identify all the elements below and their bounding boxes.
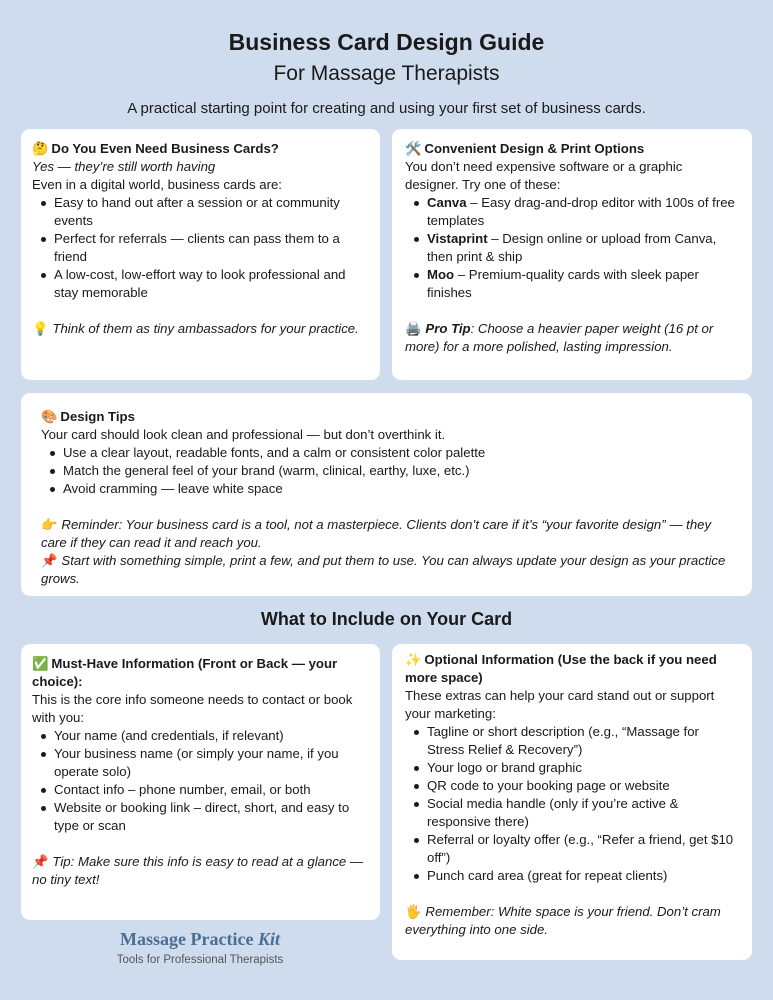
raised-hand-icon: 🖐️ — [405, 904, 422, 919]
list-item: Perfect for referrals — clients can pass them to a friend — [32, 230, 369, 266]
tools-icon: 🛠️ — [405, 141, 422, 156]
intro-text: This is the core info someone needs to contact or book with you: — [32, 692, 353, 725]
page-header — [0, 28, 773, 120]
card-title: Convenient Design & Print Options — [424, 141, 645, 156]
need-business-cards-card — [21, 129, 380, 380]
list-item: Social media handle (only if you’re active & responsive there) — [405, 795, 739, 831]
list-item: Your name (and credentials, if relevant) — [32, 727, 369, 745]
page-subtitle: For Massage Therapists — [273, 62, 500, 85]
section-heading: What to Include on Your Card — [260, 609, 513, 629]
intro-text: Even in a digital world, business cards are: — [32, 177, 282, 192]
list-item: Punch card area (great for repeat clients) — [405, 867, 739, 885]
card-heading — [32, 655, 369, 691]
intro-text: These extras can help your card stand out or support your marketing: — [405, 688, 715, 721]
pushpin-icon: 📌 — [32, 854, 49, 869]
list-item: A low-cost, low-effort way to look professional and stay memorable — [32, 266, 369, 302]
intro-text: Your card should look clean and professional — but don’t overthink it. — [41, 427, 446, 442]
tip-text: 📌 Tip: Make sure this info is easy to read at a glance — no tiny text! — [32, 854, 364, 887]
sparkles-icon: ✨ — [405, 652, 422, 667]
list-item: Use a clear layout, readable fonts, and a calm or consistent color palette — [41, 444, 732, 462]
list-item: Canva – Easy drag-and-drop editor with 100s of free templates — [405, 194, 739, 230]
service-list — [405, 194, 739, 302]
list-item: Avoid cramming — leave white space — [41, 480, 732, 498]
reminder-text: 👉 Reminder: Your business card is a tool, not a masterpiece. Clients don’t care if it’s “your favorite design” — they care if they can read it and reach you. — [41, 517, 712, 550]
must-have-card — [21, 644, 380, 920]
card-title: Do You Even Need Business Cards? — [51, 141, 279, 156]
optional-info-card — [392, 644, 752, 960]
card-heading — [405, 651, 739, 687]
thinking-face-icon: 🤔 — [32, 141, 49, 156]
list-item: Vistaprint – Design online or upload from Canva, then print & ship — [405, 230, 739, 266]
note-text: 💡 Think of them as tiny ambassadors for your practice. — [32, 321, 359, 336]
pro-tip-text: 🖨️ Pro Tip: Choose a heavier paper weight (16 pt or more) for a more polished, lasting impression. — [405, 321, 714, 354]
printer-icon: 🖨️ — [405, 321, 422, 336]
brand-logo: Massage Practice Kit — [120, 929, 280, 949]
list-item: Your logo or brand graphic — [405, 759, 739, 777]
card-heading — [41, 408, 732, 426]
card-title: Optional Information (Use the back if you need more space) — [405, 652, 717, 685]
page-title: Business Card Design Guide — [228, 29, 545, 55]
lightbulb-icon: 💡 — [32, 321, 49, 336]
list-item: Referral or loyalty offer (e.g., “Refer a friend, get $10 off”) — [405, 831, 739, 867]
design-tips-card — [21, 393, 752, 596]
start-simple-text: 📌 Start with something simple, print a few, and put them to use. You can always update your design as your practice grows. — [41, 553, 726, 586]
benefit-list — [32, 194, 369, 302]
answer-text: Yes — they’re still worth having — [32, 159, 216, 174]
remember-text: 🖐️ Remember: White space is your friend. Don’t cram everything into one side. — [405, 904, 721, 937]
list-item: QR code to your booking page or website — [405, 777, 739, 795]
intro-text: You don’t need expensive software or a graphic designer. Try one of these: — [405, 159, 683, 192]
tips-list — [41, 444, 732, 498]
card-title: Must-Have Information (Front or Back — your choice): — [32, 656, 338, 689]
list-item: Your business name (or simply your name, if you operate solo) — [32, 745, 369, 781]
optional-list — [405, 723, 739, 885]
page-tagline: A practical starting point for creating and using your first set of business cards. — [127, 100, 646, 117]
palette-icon: 🎨 — [41, 409, 58, 424]
list-item: Contact info – phone number, email, or both — [32, 781, 369, 799]
check-mark-icon: ✅ — [32, 656, 49, 671]
brand-tagline: Tools for Professional Therapists — [116, 954, 284, 966]
pointing-hand-icon: 👉 — [41, 517, 58, 532]
list-item: Website or booking link – direct, short, and easy to type or scan — [32, 799, 369, 835]
card-heading — [32, 140, 369, 158]
list-item: Tagline or short description (e.g., “Massage for Stress Relief & Recovery”) — [405, 723, 739, 759]
list-item: Match the general feel of your brand (warm, clinical, earthy, luxe, etc.) — [41, 462, 732, 480]
must-have-list — [32, 727, 369, 835]
list-item: Easy to hand out after a session or at community events — [32, 194, 369, 230]
brand-footer — [100, 928, 300, 968]
print-options-card — [392, 129, 752, 380]
card-title: Design Tips — [60, 409, 135, 424]
card-heading — [405, 140, 739, 158]
list-item: Moo – Premium-quality cards with sleek paper finishes — [405, 266, 739, 302]
pushpin-icon: 📌 — [41, 553, 58, 568]
